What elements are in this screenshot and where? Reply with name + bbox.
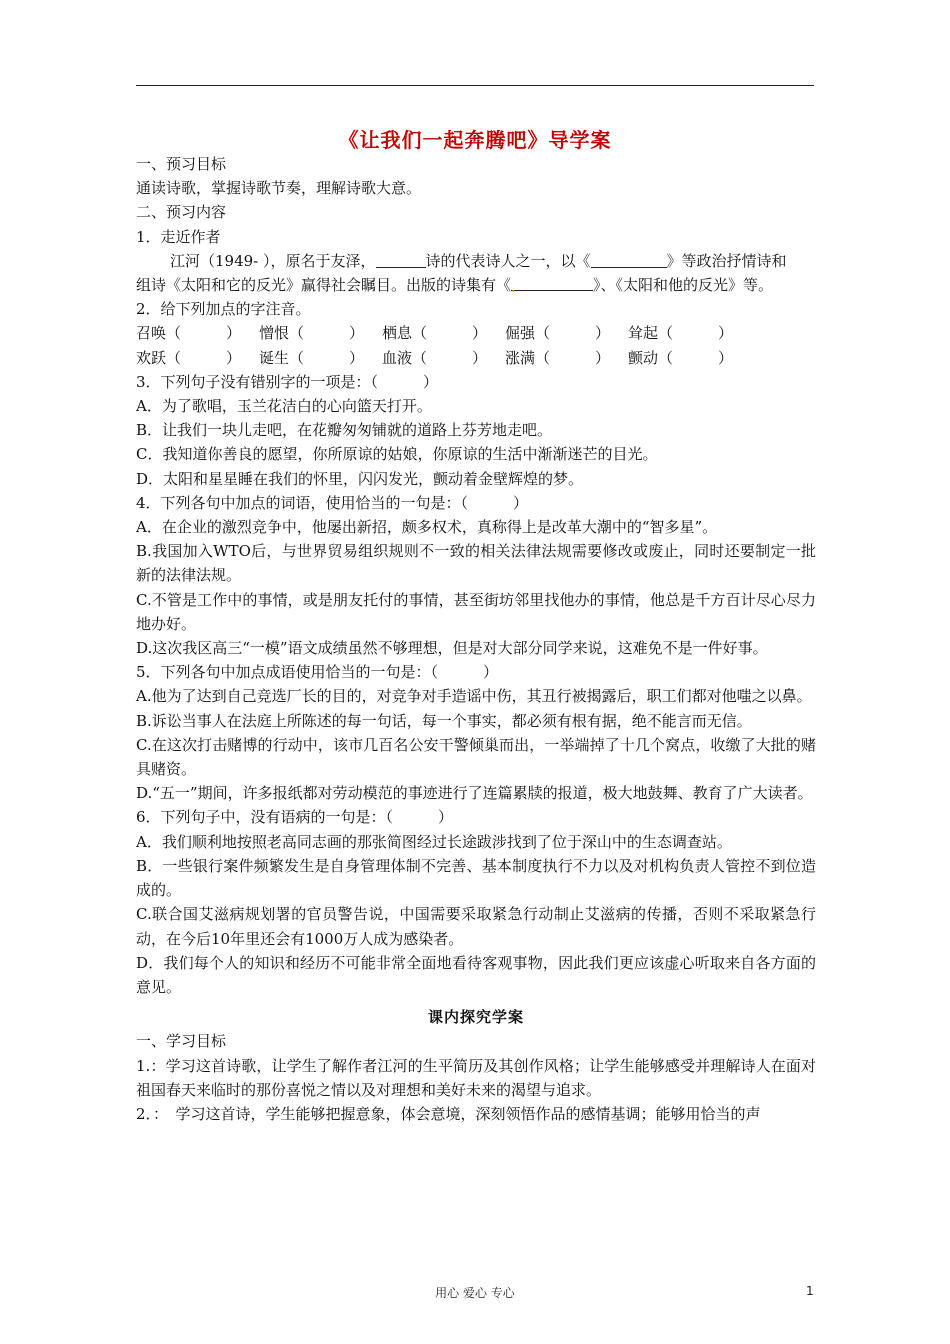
q6-option-d: D．我们每个人的知识和经历不可能非常全面地看待客观事物，因此我们更应该虚心听取来自各方面的意见。 [136, 953, 816, 996]
author-line-1: 江河（1949- ），原名于友泽， 诗的代表诗人之一，以《 》等政治抒情诗和 [170, 251, 787, 270]
explore-goal-heading: 一、学习目标 [136, 1032, 227, 1051]
pinyin-item: 耸起（ ） [628, 324, 734, 343]
pinyin-row-2 [136, 346, 816, 370]
footer-text: 用心 爱心 专心 [435, 1286, 515, 1300]
explore-goal-2: 2．： 学习这首诗，学生能够把握意象，体会意境，深刻领悟作品的感情基调；能够用恰当的声 [136, 1104, 761, 1123]
blank-school[interactable] [376, 252, 426, 268]
header-rule [136, 85, 814, 86]
explore-goal-1: 1.：学习这首诗歌，让学生了解作者江河的生平简历及其创作风格；让学生能够感受并理解诗人在面对祖国春天来临时的那份喜悦之情以及对理想和美好未来的渴望与追求。 [136, 1056, 816, 1099]
q3-option-d: D．太阳和星星睡在我们的怀里，闪闪发光，颤动着金壁辉煌的梦。 [136, 469, 584, 488]
pinyin-item: 涨满（ ） [505, 348, 611, 367]
page-title: 《让我们一起奔腾吧》导学案 [338, 128, 612, 152]
document-body [136, 152, 816, 1126]
preview-goal-text: 通读诗歌，掌握诗歌节奏，理解诗歌大意。 [136, 179, 422, 198]
q4-option-b: B.我国加入WTO后，与世界贸易组织规则不一致的相关法律法规需要修改或废止，同时还要制定一批新的法律法规。 [136, 542, 816, 585]
pinyin-row-1 [136, 321, 816, 345]
q3-option-b: B．让我们一块儿走吧，在花瓣匆匆铺就的道路上芬芳地走吧。 [136, 421, 553, 440]
q5-option-a: A.他为了达到自己竞选厂长的目的，对竞争对手造谣中伤，其丑行被揭露后，职工们都对他嗤之以鼻。 [136, 687, 812, 706]
pinyin-item: 欢跃（ ） [136, 348, 242, 367]
pinyin-item: 诞生（ ） [259, 348, 365, 367]
question-3: 3．下列句子没有错别字的一项是：（ ） [136, 372, 439, 391]
q6-option-c: C.联合国艾滋病规划署的官员警告说，中国需要采取紧急行动制止艾滋病的传播，否则不采取紧急行动，在今后10年里还会有1000万人成为感染者。 [136, 905, 816, 948]
q4-option-d: D.这次我区高三“一模”语文成绩虽然不够理想，但是对大部分同学来说，这难免不是一件好事。 [136, 639, 768, 658]
q5-option-d: D.“五一”期间，许多报纸都对劳动模范的事迹进行了连篇累牍的报道，极大地鼓舞、教育了广大读者。 [136, 784, 813, 803]
question-5: 5．下列各句中加点成语使用恰当的一句是：（ ） [136, 663, 499, 682]
pinyin-item: 颤动（ ） [628, 348, 734, 367]
author-line-2: 组诗《太阳和它的反光》赢得社会瞩目。出版的诗集有《. 》、《太阳和他的反光》等。 [136, 276, 774, 297]
q3-option-c: C．我知道你善良的愿望，你所原谅的姑娘，你原谅的生活中渐渐迷芒的目光。 [136, 445, 658, 464]
pinyin-item: 血液（ ） [382, 348, 488, 367]
q6-option-b: B．一些银行案件频繁发生是自身管理体制不完善、基本制度执行不力以及对机构负责人管控不到位造成的。 [136, 856, 816, 900]
q4-option-c: C.不管是工作中的事情，或是朋友托付的事情，甚至街坊邻里找他办的事情，他总是千方百计尽心尽力地办好。 [136, 590, 816, 633]
preview-goal-heading: 一、预习目标 [136, 155, 227, 173]
q4-option-a: A．在企业的激烈竞争中，他屡出新招，颇多权术，真称得上是改革大潮中的“智多星”。 [136, 518, 718, 537]
question-4: 4．下列各句中加点的词语，使用恰当的一句是：（ ） [136, 493, 529, 512]
q6-option-a: A．我们顺利地按照老高同志画的那张简图经过长途跋涉找到了位于深山中的生态调查站。 [136, 832, 732, 851]
author-heading: 1．走近作者 [136, 227, 221, 246]
q5-option-c: C.在这次打击赌博的行动中，该市几百名公安干警倾巢而出，一举端掉了十几个窝点，收缴了大批的赌具赌资。 [136, 735, 816, 779]
pinyin-item: 憎恨（ ） [259, 324, 365, 343]
blank-collection[interactable]: . [511, 275, 593, 291]
pinyin-item: 栖息（ ） [382, 324, 488, 343]
pinyin-item: 召唤（ ） [136, 324, 242, 343]
explore-heading: 课内探究学案 [427, 1008, 524, 1027]
question-6: 6．下列句子中，没有语病的一句是：（ ） [136, 808, 454, 827]
blank-work[interactable] [591, 252, 667, 268]
pinyin-item: 倔强（ ） [505, 324, 611, 343]
q3-option-a: A．为了歌唱，玉兰花洁白的心向篮天打开。 [136, 397, 432, 416]
pinyin-heading: 2．给下列加点的字注音。 [136, 300, 311, 319]
q5-option-b: B.诉讼当事人在法庭上所陈述的每一句话，每一个事实，都必须有根有据，绝不能言而无信。 [136, 711, 752, 730]
page-number: 1 [806, 1284, 814, 1298]
preview-content-heading: 二、预习内容 [136, 203, 227, 222]
